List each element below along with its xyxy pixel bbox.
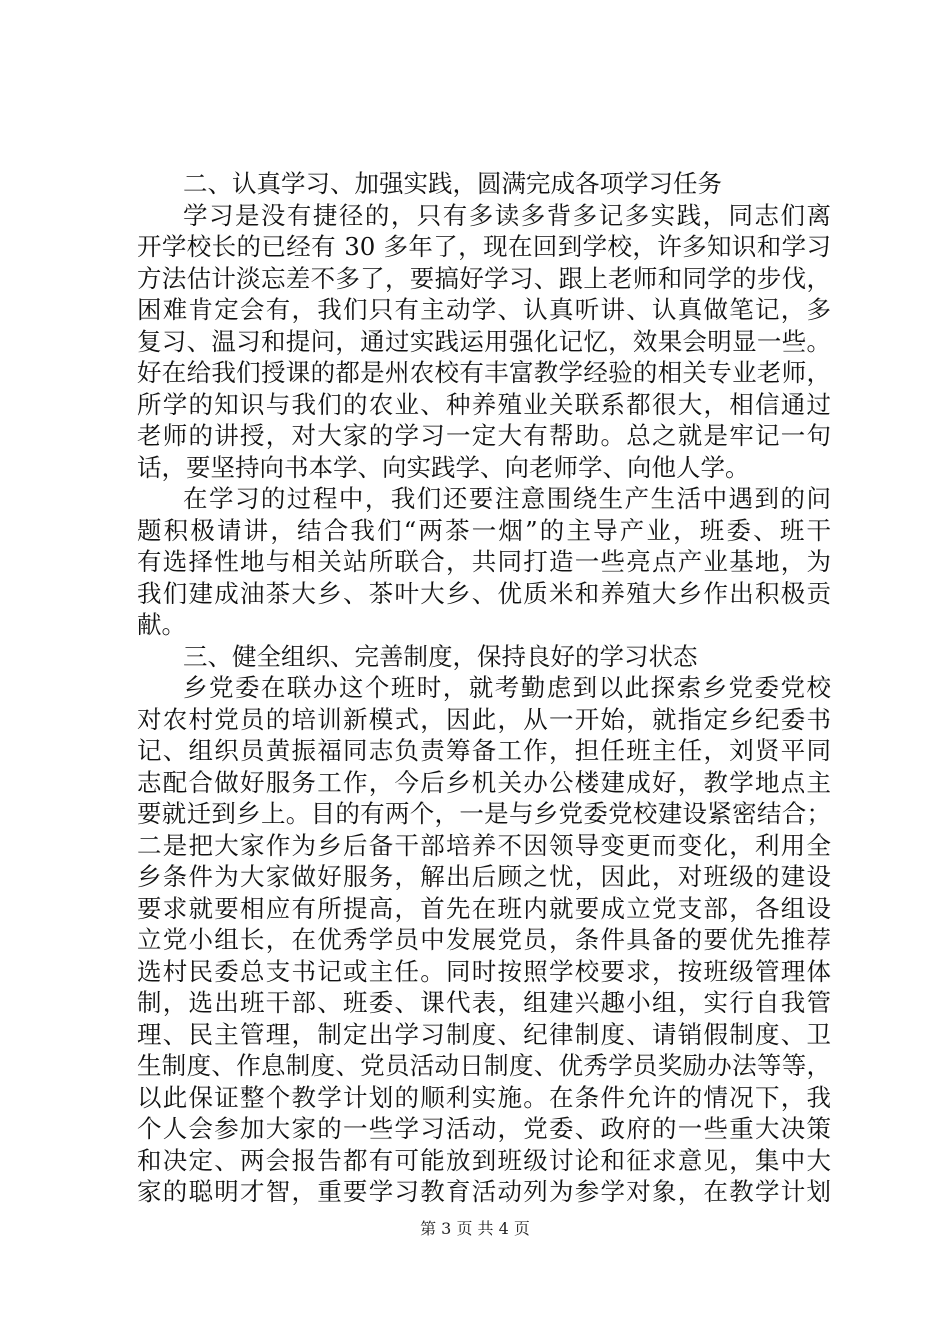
paragraph-line: 对农村党员的培训新模式，因此，从一开始，就指定乡纪委书 bbox=[137, 704, 831, 734]
paragraph-line: 开学校长的已经有 30 多年了，现在回到学校，许多知识和学习 bbox=[137, 232, 831, 261]
paragraph-line: 理、民主管理，制定出学习制度、纪律制度、请销假制度、卫 bbox=[137, 1019, 831, 1049]
paragraph-line: 家的聪明才智，重要学习教育活动列为参学对象，在教学计划 bbox=[137, 1177, 831, 1206]
paragraph-line: 复习、温习和提问，通过实践运用强化记忆，效果会明显一些。 bbox=[137, 326, 831, 356]
paragraph-line: 方法估计淡忘差不多了，要搞好学习、跟上老师和同学的步伐， bbox=[137, 263, 831, 293]
paragraph-line: 二是把大家作为乡后备干部培养不因领导变更而变化，利用全 bbox=[137, 830, 831, 860]
paragraph-line: 好在给我们授课的都是州农校有丰富教学经验的相关专业老师， bbox=[137, 358, 831, 387]
paragraph-line: 记、组织员黄振福同志负责筹备工作，担任班主任，刘贤平同 bbox=[137, 736, 831, 765]
paragraph-line: 乡条件为大家做好服务，解出后顾之忧，因此，对班级的建设 bbox=[137, 862, 831, 891]
paragraph-line: 以此保证整个教学计划的顺利实施。在条件允许的情况下，我 bbox=[137, 1082, 831, 1112]
paragraph-line: 要就迁到乡上。目的有两个，一是与乡党委党校建设紧密结合； bbox=[137, 799, 831, 828]
body-text bbox=[137, 168, 831, 1208]
paragraph-line: 有选择性地与相关站所联合，共同打造一些亮点产业基地，为 bbox=[137, 547, 831, 576]
paragraph-line: 制，选出班干部、班委、课代表，组建兴趣小组，实行自我管 bbox=[137, 988, 831, 1017]
paragraph-line: 生制度、作息制度、党员活动日制度、优秀学员奖励办法等等， bbox=[137, 1051, 831, 1080]
paragraph-line: 献。 bbox=[137, 610, 186, 639]
paragraph-line: 个人会参加大家的一些学习活动，党委、政府的一些重大决策 bbox=[137, 1114, 831, 1143]
paragraph-line: 学习是没有捷径的，只有多读多背多记多实践，同志们离 bbox=[183, 200, 831, 230]
paragraph-line: 题积极请讲，结合我们“两茶一烟”的主导产业，班委、班干 bbox=[137, 515, 831, 545]
paragraph-line: 志配合做好服务工作，今后乡机关办公楼建成好，教学地点主 bbox=[137, 767, 831, 797]
paragraph-line: 所学的知识与我们的农业、种养殖业关联系都很大，相信通过 bbox=[137, 389, 831, 419]
paragraph-line: 老师的讲授，对大家的学习一定大有帮助。总之就是牢记一句 bbox=[137, 421, 831, 450]
paragraph-line: 话，要坚持向书本学、向实践学、向老师学、向他人学。 bbox=[137, 452, 750, 482]
paragraph-line: 立党小组长，在优秀学员中发展党员，条件具备的要优先推荐 bbox=[137, 925, 831, 954]
paragraph-line: 选村民委总支书记或主任。同时按照学校要求，按班级管理体 bbox=[137, 956, 831, 986]
paragraph-line: 在学习的过程中，我们还要注意围绕生产生活中遇到的问 bbox=[183, 484, 831, 513]
paragraph-line: 困难肯定会有，我们只有主动学、认真听讲、认真做笔记，多 bbox=[137, 295, 831, 324]
section-heading-3: 三、健全组织、完善制度，保持良好的学习状态 bbox=[183, 641, 698, 671]
paragraph-line: 我们建成油茶大乡、茶叶大乡、优质米和养殖大乡作出积极贡 bbox=[137, 578, 831, 608]
paragraph-line: 和决定、两会报告都有可能放到班级讨论和征求意见，集中大 bbox=[137, 1145, 831, 1175]
section-heading-2: 二、认真学习、加强实践，圆满完成各项学习任务 bbox=[183, 169, 722, 198]
page-number-footer: 第 3 页 共 4 页 bbox=[420, 1219, 530, 1238]
paragraph-line: 要求就要相应有所提高，首先在班内就要成立党支部，各组设 bbox=[137, 893, 831, 923]
paragraph-line: 乡党委在联办这个班时，就考勤虑到以此探索乡党委党校 bbox=[183, 673, 831, 702]
